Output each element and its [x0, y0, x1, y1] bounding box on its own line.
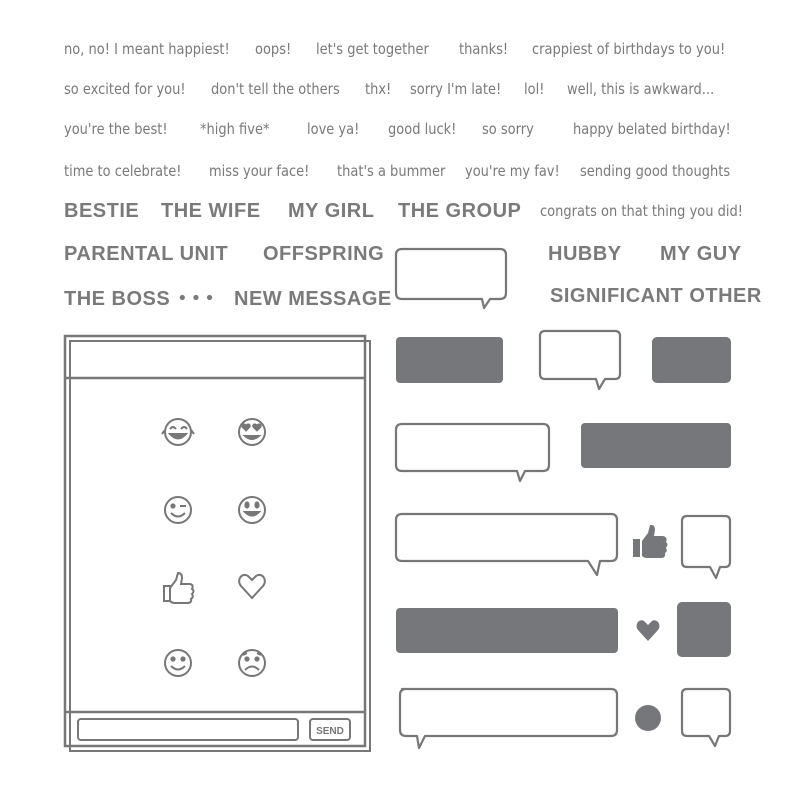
- speech-bubble-outline-3: [396, 424, 549, 481]
- phrase-dont-tell-others: don't tell the others: [211, 80, 340, 98]
- thumbs-up-icon: [164, 573, 194, 603]
- typing-dots-icon: •••: [177, 288, 218, 309]
- phrase-lol: lol!: [524, 80, 545, 98]
- phrase-oops: oops!: [255, 40, 292, 58]
- speech-bubble-outline-5: [682, 516, 730, 578]
- phrase-miss-your-face: miss your face!: [209, 162, 310, 180]
- phrase-youre-my-fav: you're my fav!: [465, 162, 560, 180]
- label-the-wife: THE WIFE: [161, 200, 261, 222]
- phrase-meant-happiest: no, no! I meant happiest!: [64, 40, 230, 58]
- solid-dot-icon: [635, 705, 661, 731]
- phrase-lets-get-together: let's get together: [316, 40, 429, 58]
- laughing-face-icon: [162, 419, 194, 445]
- phrase-sorry-late: sorry I'm late!: [410, 80, 502, 98]
- phrase-so-sorry: so sorry: [482, 120, 534, 138]
- phrase-awkward: well, this is awkward...: [567, 80, 715, 98]
- phrase-time-to-celebrate: time to celebrate!: [64, 162, 182, 180]
- label-bestie: BESTIE: [64, 200, 140, 222]
- speech-bubble-outline-4: [396, 514, 617, 575]
- label-the-boss: THE BOSS: [64, 288, 171, 310]
- label-hubby: HUBBY: [548, 243, 622, 265]
- label-parental-unit: PARENTAL UNIT: [64, 243, 229, 265]
- label-new-message: NEW MESSAGE: [234, 288, 392, 310]
- phrase-sending-good-thoughts: sending good thoughts: [580, 162, 731, 180]
- solid-thumbs-up-icon: [633, 525, 668, 558]
- frowning-face-icon: [239, 650, 265, 676]
- phrase-thats-a-bummer: that's a bummer: [337, 162, 446, 180]
- phrase-happy-belated: happy belated birthday!: [573, 120, 731, 138]
- solid-message-block-4: [396, 608, 618, 653]
- phrase-thx: thx!: [365, 80, 392, 98]
- phrase-youre-the-best: you're the best!: [64, 120, 168, 138]
- speech-bubble-outline-6: [400, 689, 617, 748]
- solid-message-block-5: [677, 602, 731, 657]
- phrase-high-five: *high five*: [200, 120, 270, 138]
- phrase-good-luck: good luck!: [388, 120, 457, 138]
- label-offspring: OFFSPRING: [263, 243, 385, 265]
- phrase-crappiest-birthdays: crappiest of birthdays to you!: [532, 40, 726, 58]
- solid-heart-icon: [637, 620, 660, 641]
- smiling-face-icon: [165, 650, 191, 676]
- phrase-congrats: congrats on that thing you did!: [540, 202, 744, 220]
- label-the-group: THE GROUP: [398, 200, 522, 222]
- label-significant-other: SIGNIFICANT OTHER: [550, 285, 762, 307]
- solid-message-block-3: [581, 423, 731, 468]
- solid-message-block-1: [396, 337, 503, 383]
- phone-window: [65, 336, 370, 751]
- phrase-thanks: thanks!: [459, 40, 509, 58]
- phrase-love-ya: love ya!: [307, 120, 360, 138]
- send-button-label: SEND: [316, 726, 344, 737]
- heart-eyes-face-icon: [239, 419, 265, 445]
- phrase-so-excited: so excited for you!: [64, 80, 186, 98]
- message-input-field: [78, 719, 298, 740]
- solid-message-block-2: [652, 337, 731, 383]
- winking-face-icon: [165, 497, 191, 523]
- speech-bubble-outline-2: [540, 331, 620, 389]
- heart-icon: [239, 575, 265, 598]
- label-my-guy: MY GUY: [660, 243, 742, 265]
- grinning-face-icon: [239, 497, 265, 523]
- speech-bubble-outline-1: [396, 249, 506, 308]
- label-my-girl: MY GIRL: [288, 200, 375, 222]
- speech-bubble-outline-7: [682, 689, 730, 746]
